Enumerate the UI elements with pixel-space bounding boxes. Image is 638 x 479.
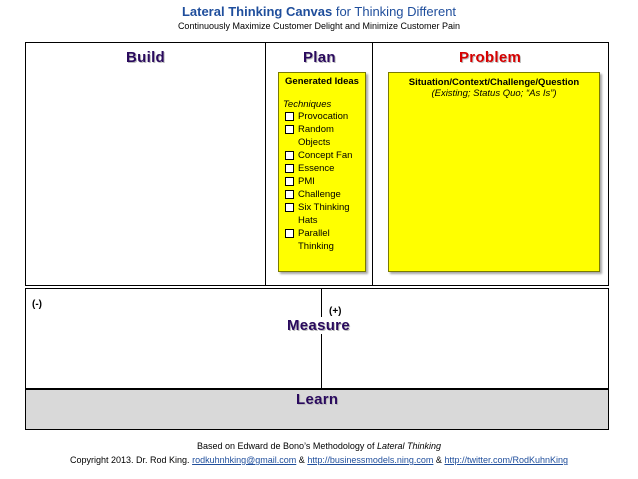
build-title: Build xyxy=(126,49,165,66)
canvas-subtitle: Continuously Maximize Customer Delight and Minimize Customer Pain xyxy=(177,21,461,31)
checkbox-icon xyxy=(285,125,294,134)
measure-title: Measure xyxy=(287,317,350,334)
measure-panel xyxy=(25,288,609,389)
checkbox-icon xyxy=(285,229,294,238)
checkbox-icon xyxy=(285,190,294,199)
footer-attribution: Based on Edward de Bono’s Methodology of Lateral Thinking xyxy=(196,441,441,451)
plan-problem-divider xyxy=(372,43,373,285)
checkbox-icon xyxy=(285,177,294,186)
technique-item: PMI xyxy=(283,175,361,188)
technique-item: Parallel Thinking xyxy=(283,227,361,253)
technique-item: Six Thinking Hats xyxy=(283,201,361,227)
technique-item: Random Objects xyxy=(283,123,361,149)
problem-title: Problem xyxy=(459,49,522,66)
problem-note-subheading: (Existing; Status Quo; “As Is”) xyxy=(431,88,557,99)
email-link[interactable]: rodkuhnhking@gmail.com xyxy=(192,455,297,465)
twitter-link[interactable]: http://twitter.com/RodKuhnKing xyxy=(444,455,569,465)
learn-title: Learn xyxy=(296,391,339,408)
measure-minus-label: (-) xyxy=(32,299,42,310)
checkbox-icon xyxy=(285,112,294,121)
plan-sticky-note xyxy=(278,72,366,272)
canvas-top-panel xyxy=(25,42,609,286)
problem-note-heading: Situation/Context/Challenge/Question xyxy=(408,77,580,88)
title-rest: for Thinking Different xyxy=(335,4,457,19)
technique-item: Essence xyxy=(283,162,361,175)
technique-item: Provocation xyxy=(283,110,361,123)
technique-item: Concept Fan xyxy=(283,149,361,162)
techniques-label: Techniques xyxy=(283,99,332,110)
problem-sticky-note xyxy=(388,72,600,272)
lateral-thinking-text: Lateral Thinking xyxy=(376,441,441,451)
technique-item: Challenge xyxy=(283,188,361,201)
techniques-list xyxy=(283,110,361,253)
title-main: Lateral Thinking Canvas xyxy=(181,4,333,19)
measure-plus-label: (+) xyxy=(329,306,342,317)
plan-title: Plan xyxy=(303,49,336,66)
copyright-text: Copyright 2013. Dr. Rod King. xyxy=(69,455,190,465)
canvas-title xyxy=(0,4,638,19)
build-plan-divider xyxy=(265,43,266,285)
checkbox-icon xyxy=(285,203,294,212)
generated-ideas-heading: Generated Ideas xyxy=(285,76,359,87)
checkbox-icon xyxy=(285,164,294,173)
measure-divider xyxy=(321,289,322,388)
checkbox-icon xyxy=(285,151,294,160)
footer-copyright: Copyright 2013. Dr. Rod King. rodkuhnhking@gmail.com & http://businessmodels.ning.com & http://twitter.com/RodKuhnKing xyxy=(69,455,569,465)
learn-panel xyxy=(25,389,609,430)
ning-link[interactable]: http://businessmodels.ning.com xyxy=(307,455,434,465)
